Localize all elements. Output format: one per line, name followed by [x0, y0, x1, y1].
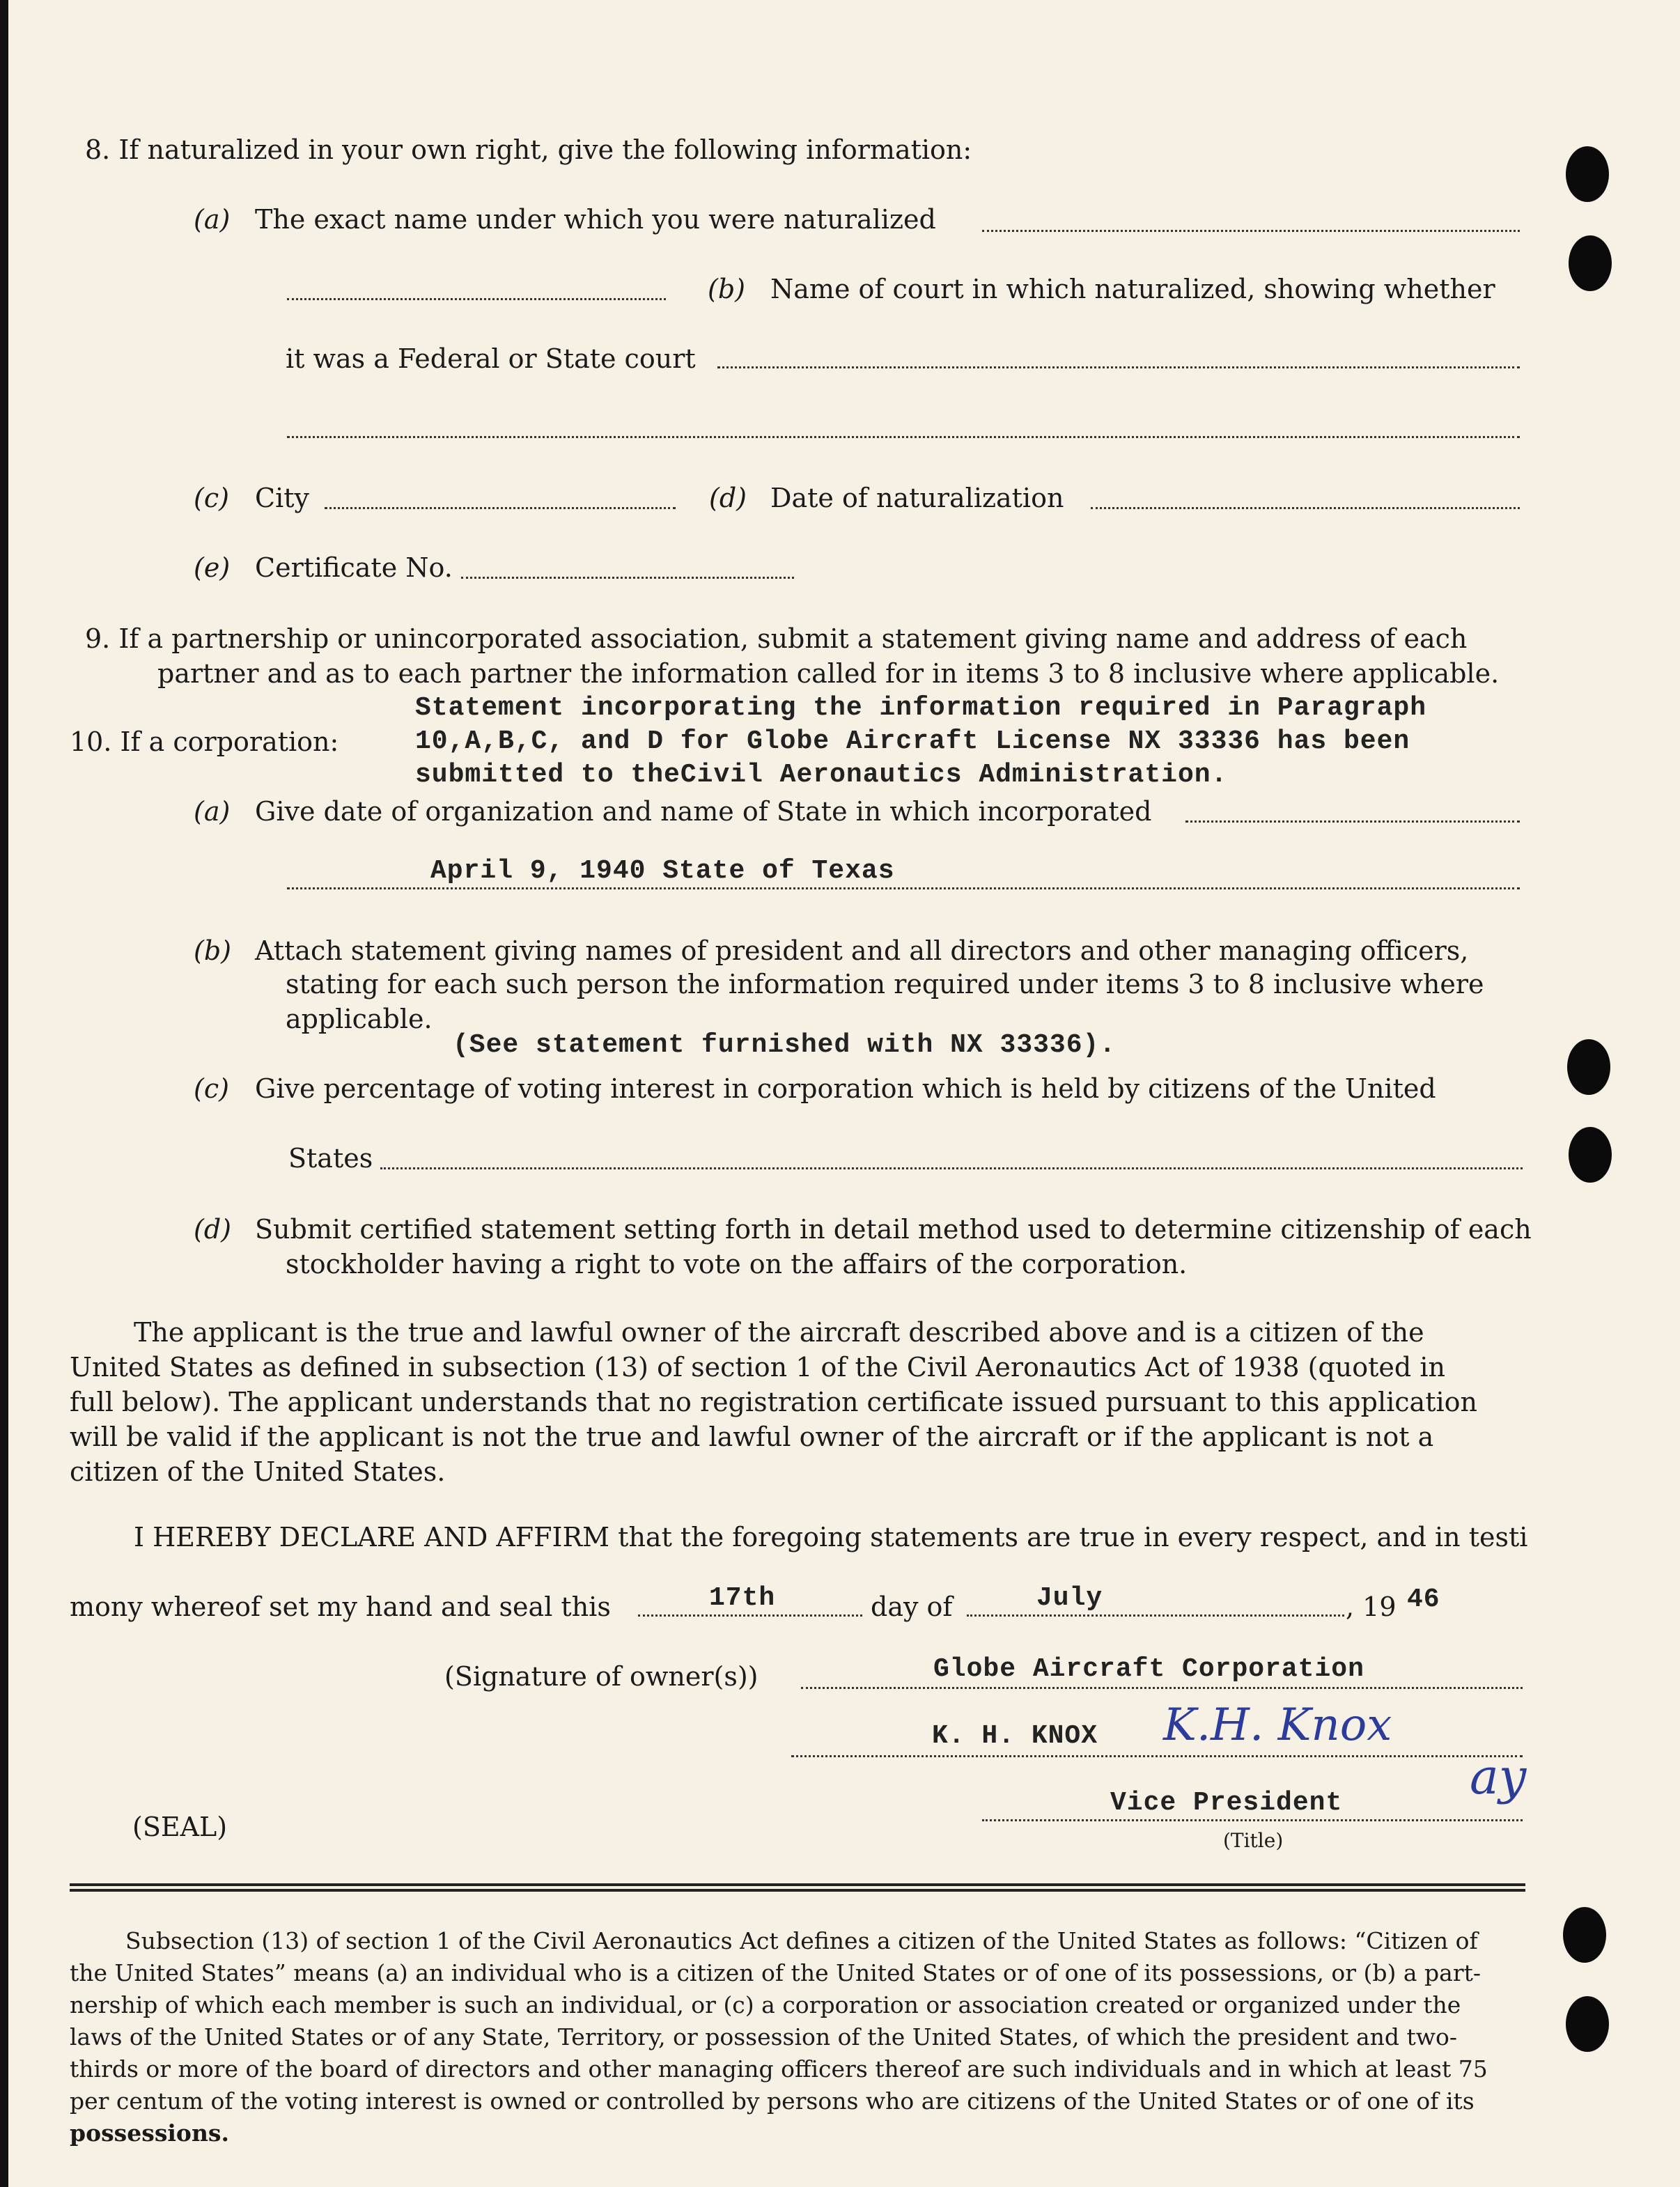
- month-value[interactable]: July: [1036, 1583, 1103, 1613]
- item10c-label: (c): [194, 1073, 229, 1104]
- certificate-number-field[interactable]: [461, 577, 794, 579]
- owner-signature-field[interactable]: [801, 1687, 1523, 1689]
- item8e-text: Certificate No.: [255, 552, 453, 583]
- handwritten-initials: ay: [1470, 1748, 1527, 1805]
- item10d-line1: Submit certified statement setting forth in detail method used to determine citizenship of each: [255, 1214, 1532, 1245]
- punch-hole: [1563, 1907, 1606, 1963]
- signature-label: (Signature of owner(s)): [444, 1661, 759, 1692]
- naturalized-name-field[interactable]: [982, 230, 1520, 232]
- owner-value[interactable]: Globe Aircraft Corporation: [933, 1654, 1364, 1684]
- item10b-line2: stating for each such person the information required under items 3 to 8 inclusive where: [286, 969, 1484, 999]
- court-field[interactable]: [717, 366, 1520, 368]
- punch-hole: [1566, 1996, 1609, 2052]
- item8b-text2: it was a Federal or State court: [286, 343, 696, 374]
- item10c-line2: States: [288, 1143, 373, 1174]
- day-of-label: day of: [871, 1591, 953, 1622]
- incorporation-field-tail[interactable]: [1185, 820, 1520, 823]
- title-field[interactable]: [982, 1819, 1523, 1821]
- signer-typed-name: K. H. KNOX: [932, 1721, 1098, 1751]
- declaration-line2: United States as defined in subsection (13) of section 1 of the Civil Aeronautics Act of 1938 (quoted in: [70, 1352, 1445, 1383]
- footnote-line1: Subsection (13) of section 1 of the Civil Aeronautics Act defines a citizen of the United States as follows: “Citizen of: [125, 1927, 1478, 1954]
- declaration-line1: The applicant is the true and lawful owner of the aircraft described above and is a citizen of the: [134, 1317, 1424, 1348]
- item8d-label: (d): [709, 483, 747, 513]
- city-field[interactable]: [325, 507, 676, 509]
- affirmation-line2-prefix: mony whereof set my hand and seal this: [70, 1591, 611, 1622]
- punch-hole: [1567, 1039, 1610, 1095]
- officers-statement-value: (See statement furnished with NX 33336).: [453, 1030, 1117, 1060]
- footnote-line5: thirds or more of the board of directors and other managing officers thereof are such individuals and in which at least 75: [70, 2055, 1488, 2083]
- footnote-line4: laws of the United States or of any State, Territory, or possession of the United States, of which the president and two-: [70, 2023, 1458, 2050]
- item10a-text: Give date of organization and name of State in which incorporated: [255, 796, 1152, 827]
- seal-label: (SEAL): [132, 1812, 228, 1842]
- declaration-line4: will be valid if the applicant is not the true and lawful owner of the aircraft or if the applicant is not a: [70, 1422, 1434, 1452]
- item8c-text: City: [255, 483, 309, 513]
- day-field[interactable]: [638, 1614, 862, 1617]
- affirmation-line1: [134, 1521, 1527, 1553]
- year-prefix: , 19: [1346, 1591, 1397, 1622]
- item10-typed-line1: Statement incorporating the information required in Paragraph: [415, 693, 1427, 723]
- item9-line1: 9. If a partnership or unincorporated association, submit a statement giving name and address of each: [85, 623, 1468, 654]
- item8d-text: Date of naturalization: [770, 483, 1064, 513]
- item10-typed-line2: 10,A,B,C, and D for Globe Aircraft License NX 33336 has been: [415, 726, 1410, 756]
- item10b-label: (b): [194, 935, 231, 966]
- declaration-line3: full below). The applicant understands that no registration certificate issued pursuant to this application: [70, 1387, 1477, 1417]
- month-field[interactable]: [967, 1614, 1344, 1617]
- item8a-text: The exact name under which you were naturalized: [255, 204, 936, 235]
- title-label: (Title): [1223, 1829, 1284, 1852]
- scan-edge: [0, 0, 8, 2187]
- title-value[interactable]: Vice President: [1110, 1788, 1343, 1818]
- item10-typed-line3: submitted to theCivil Aeronautics Administration.: [415, 760, 1228, 790]
- section-divider-bottom: [70, 1889, 1525, 1892]
- item8a-label: (a): [194, 204, 231, 235]
- item10a-label: (a): [194, 796, 231, 827]
- item10b-line3: applicable.: [286, 1004, 433, 1034]
- item10b-line1: Attach statement giving names of president and all directors and other managing officers,: [255, 935, 1469, 966]
- footnote-line3: nership of which each member is such an individual, or (c) a corporation or association created or organized under the: [70, 1991, 1461, 2018]
- affirmation-caps: I HEREBY DECLARE AND AFFIRM: [134, 1522, 610, 1552]
- item8-heading: 8. If naturalized in your own right, give the following information:: [85, 134, 972, 165]
- signer-field[interactable]: [791, 1755, 1523, 1757]
- naturalized-name-field-cont[interactable]: [287, 298, 666, 300]
- item10d-label: (d): [194, 1214, 231, 1245]
- item8b-label: (b): [708, 274, 745, 304]
- incorporation-field[interactable]: [287, 887, 1520, 889]
- item10d-line2: stockholder having a right to vote on the affairs of the corporation.: [286, 1249, 1188, 1279]
- footnote-line6: per centum of the voting interest is owned or controlled by persons who are citizens of the United States or of one of its: [70, 2087, 1475, 2115]
- court-field-cont[interactable]: [287, 436, 1520, 438]
- punch-hole: [1569, 1127, 1612, 1183]
- footnote-line2: the United States” means (a) an individual who is a citizen of the United States or of one of its possessions, or (b) a part-: [70, 1959, 1481, 1986]
- item8b-text: Name of court in which naturalized, showing whether: [770, 274, 1495, 304]
- item9-line2: partner and as to each partner the information called for in items 3 to 8 inclusive where applicable.: [157, 658, 1500, 689]
- handwritten-signature: K.H. Knox: [1163, 1699, 1392, 1751]
- day-value[interactable]: 17th: [709, 1583, 776, 1613]
- item10c-line1: Give percentage of voting interest in corporation which is held by citizens of the United: [255, 1073, 1436, 1104]
- incorporation-value[interactable]: April 9, 1940 State of Texas: [430, 856, 895, 886]
- item8e-label: (e): [194, 552, 231, 583]
- section-divider-top: [70, 1883, 1525, 1886]
- item8c-label: (c): [194, 483, 229, 513]
- declaration-line5: citizen of the United States.: [70, 1456, 446, 1487]
- year-value[interactable]: 46: [1407, 1585, 1440, 1614]
- affirmation-rest: that the foregoing statements are true in every respect, and in testi: [618, 1522, 1528, 1552]
- footnote-line7: possessions.: [70, 2119, 230, 2147]
- punch-hole: [1566, 146, 1609, 202]
- item10-label: 10. If a corporation:: [70, 726, 339, 757]
- punch-hole: [1569, 235, 1612, 291]
- naturalization-date-field[interactable]: [1091, 507, 1520, 509]
- voting-percentage-field[interactable]: [380, 1167, 1523, 1169]
